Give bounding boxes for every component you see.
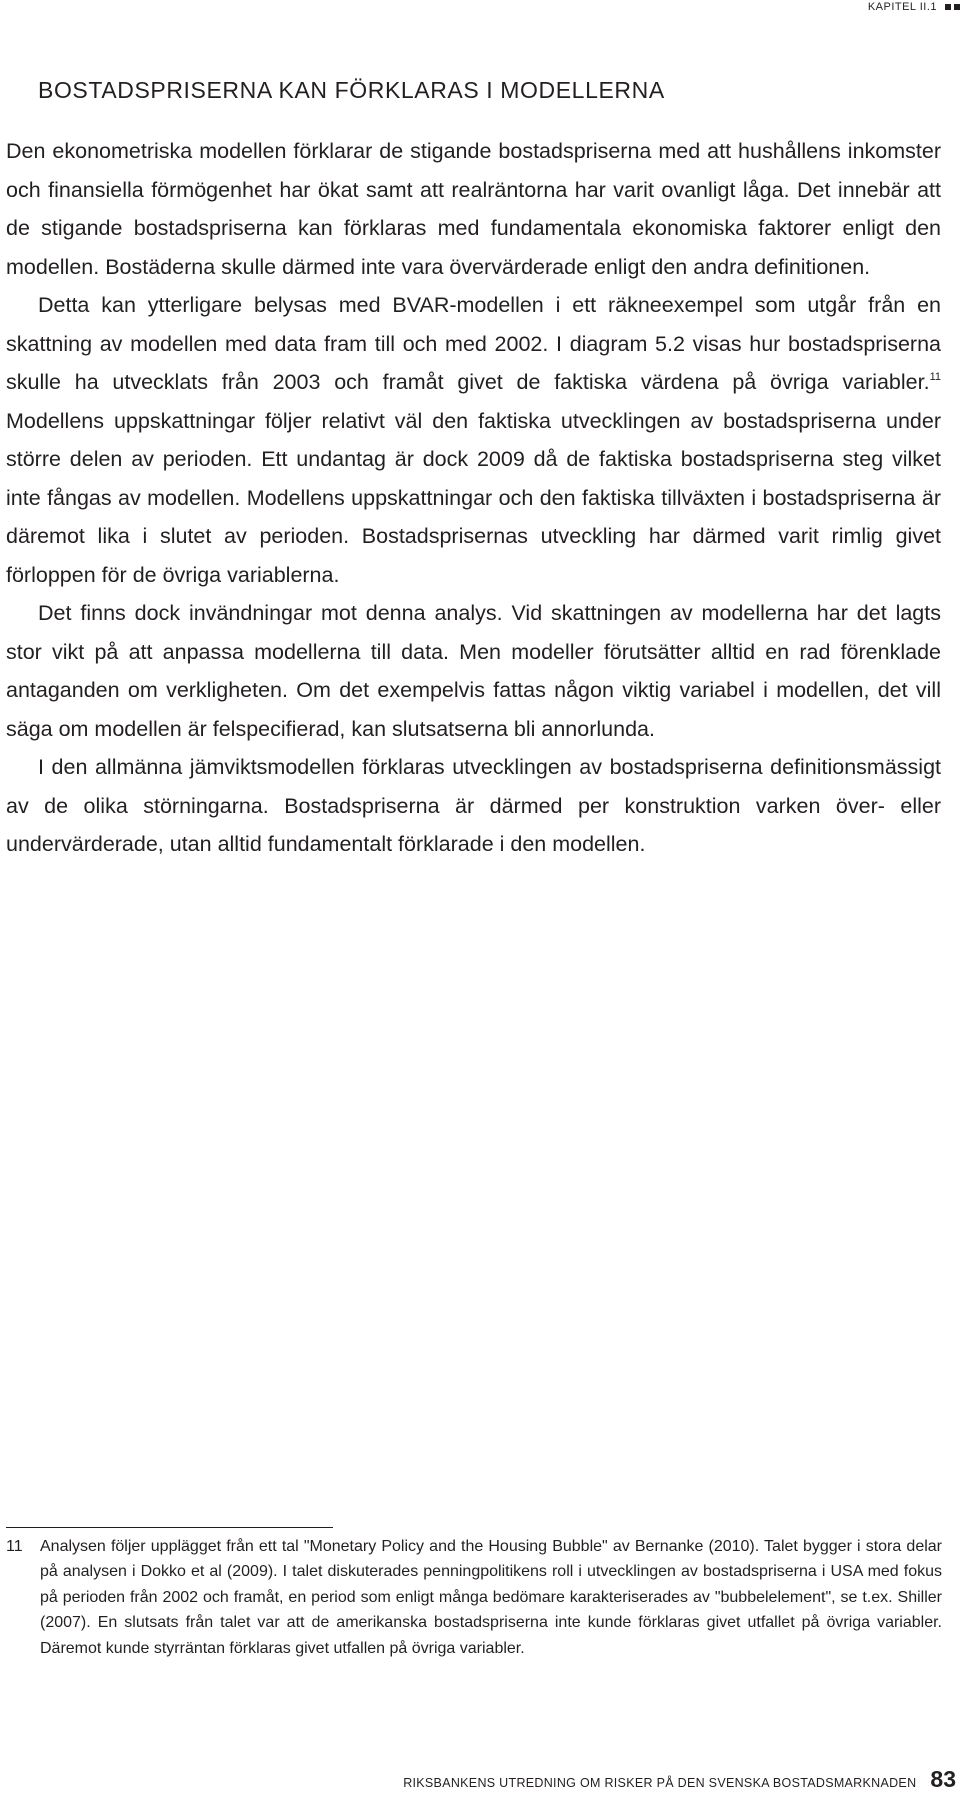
chapter-label: KAPITEL II.1 <box>867 1 937 13</box>
footnote-divider <box>6 1527 333 1528</box>
paragraph-2 <box>6 286 941 594</box>
page-footer <box>403 1766 956 1793</box>
publication-title: RIKSBANKENS UTREDNING OM RISKER PÅ DEN SVENSKA BOSTADSMARKNADEN <box>403 1776 917 1790</box>
header-squares-ornament <box>945 4 960 10</box>
section-heading: BOSTADSPRISERNA KAN FÖRKLARAS I MODELLERNA <box>38 77 665 103</box>
running-header <box>868 0 960 14</box>
footnote-number: 11 <box>6 1538 23 1555</box>
paragraph-3: Det finns dock invändningar mot denna analys. Vid skattningen av modellerna har det lagts stor vikt på att anpassa modellerna till data. Men modeller förutsätter alltid en rad förenklade antaganden om verkligheten. Om det exempelvis fattas någon viktig variabel i modellen, det vill säga om modellen är felspecifierad, kan slutsatserna bli annorlunda. <box>6 601 941 741</box>
footnote-reference[interactable]: 11 <box>929 371 941 383</box>
paragraph-2-part-2: Modellens uppskattningar följer relativt väl den faktiska utvecklingen av bostadspriserna under större delen av perioden. Ett undantag är dock 2009 då de faktiska bostadspriserna steg vilket inte fångas av modellen. Modellens uppskattningar och den faktiska tillväxten i bostadspriserna är däremot lika i slutet av perioden. Bostadsprisernas utveckling har därmed varit rimlig givet förloppen för de övriga variablerna. <box>6 408 941 587</box>
footnote <box>6 1534 942 1661</box>
page-number: 83 <box>930 1766 956 1792</box>
body-text <box>6 132 941 864</box>
paragraph-1: Den ekonometriska modellen förklarar de stigande bostadspriserna med att hushållens inkomster och finansiella förmögenhet har ökat samt att realräntorna har varit ovanligt låga. Det innebär att de stigande bostadspriserna kan förklaras med fundamentala ekonomiska faktorer enligt den modellen. Bostäderna skulle därmed inte vara övervärderade enligt den andra definitionen. <box>6 139 941 279</box>
paragraph-4: I den allmänna jämviktsmodellen förklaras utvecklingen av bostadspriserna definitionsmässigt av de olika störningarna. Bostadspriserna är därmed per konstruktion varken över- eller undervärderade, utan alltid fundamentalt förklarade i den modellen. <box>6 755 941 856</box>
paragraph-2-part-1: Detta kan ytterligare belysas med BVAR-modellen i ett räkneexempel som utgår från en skattning av modellen med data fram till och med 2002. I diagram 5.2 visas hur bostadspriserna skulle ha utvecklats från 2003 och framåt givet de faktiska värdena på övriga variabler. <box>6 293 941 394</box>
footnote-text: Analysen följer upplägget från ett tal "Monetary Policy and the Housing Bubble" av Bernanke (2010). Talet bygger i stora delar på analysen i Dokko et al (2009). I talet diskuterades penningpolitikens roll i utvecklingen av bostadspriserna i USA med fokus på perioden från 2002 och framåt, en period som enligt många bedömare karakteriserades av "bubbelelement", se t.ex. Shiller (2007). En slutsats från talet var att de amerikanska bostadspriserna inte kunde förklaras givet utfallet på övriga variabler. Däremot kunde styrräntan förklaras givet utfallen på övriga variabler. <box>40 1538 942 1657</box>
